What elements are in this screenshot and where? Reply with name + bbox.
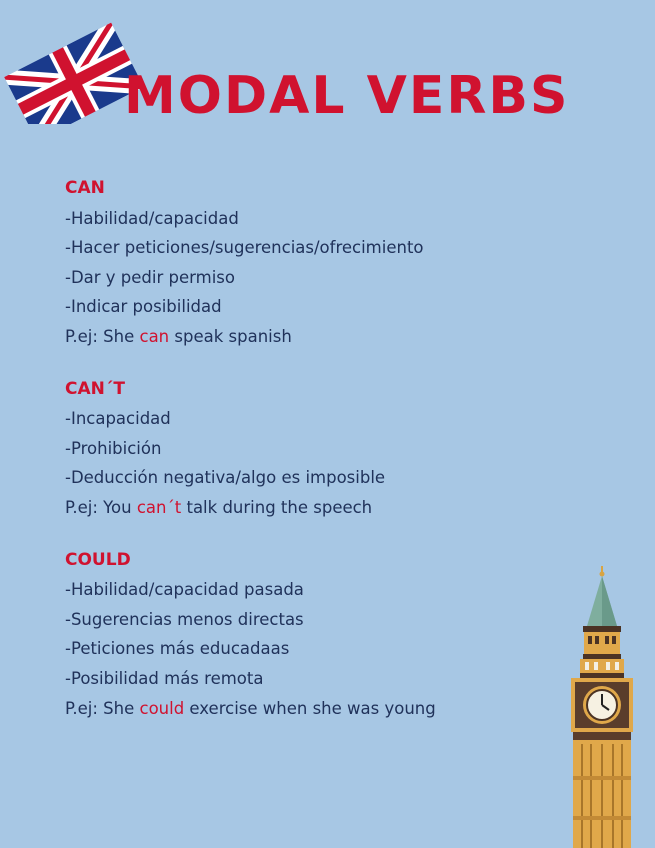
section-heading: CAN	[65, 178, 105, 198]
list-item: -Posibilidad más remota	[65, 668, 264, 688]
list-item: -Peticiones más educadaas	[65, 639, 290, 659]
example-suffix: talk during the speech	[181, 497, 373, 517]
list-item: -Dar y pedir permiso	[65, 267, 235, 287]
example-sentence	[65, 694, 535, 724]
list-item: -Habilidad/capacidad	[65, 208, 239, 228]
section-heading: COULD	[65, 549, 131, 570]
list-item: -Indicar posibilidad	[65, 297, 222, 317]
example-highlight: can´t	[136, 497, 182, 517]
example-highlight: could	[139, 698, 185, 718]
example-sentence	[65, 322, 535, 352]
example-sentence	[65, 493, 535, 523]
example-prefix: P.ej: You	[65, 497, 137, 517]
list-item: -Hacer peticiones/sugerencias/ofrecimiento	[65, 238, 424, 258]
section-could	[65, 546, 535, 724]
section-can	[65, 174, 535, 352]
modal-verbs-content	[65, 174, 535, 746]
list-item: -Prohibición	[65, 438, 162, 458]
example-suffix: speak spanish	[169, 326, 292, 346]
section-cant	[65, 375, 535, 523]
example-highlight: can	[139, 326, 170, 346]
list-item: -Deducción negativa/algo es imposible	[65, 468, 386, 488]
big-ben-icon	[567, 566, 637, 848]
example-prefix: P.ej: She	[65, 698, 140, 718]
list-item: -Habilidad/capacidad pasada	[65, 580, 304, 600]
list-item: -Sugerencias menos directas	[65, 609, 304, 629]
page-title: MODAL VERBS	[124, 66, 570, 126]
example-prefix: P.ej: She	[65, 326, 140, 346]
list-item: -Incapacidad	[65, 409, 171, 429]
example-suffix: exercise when she was young	[184, 698, 436, 718]
section-heading: CAN´T	[65, 378, 125, 399]
